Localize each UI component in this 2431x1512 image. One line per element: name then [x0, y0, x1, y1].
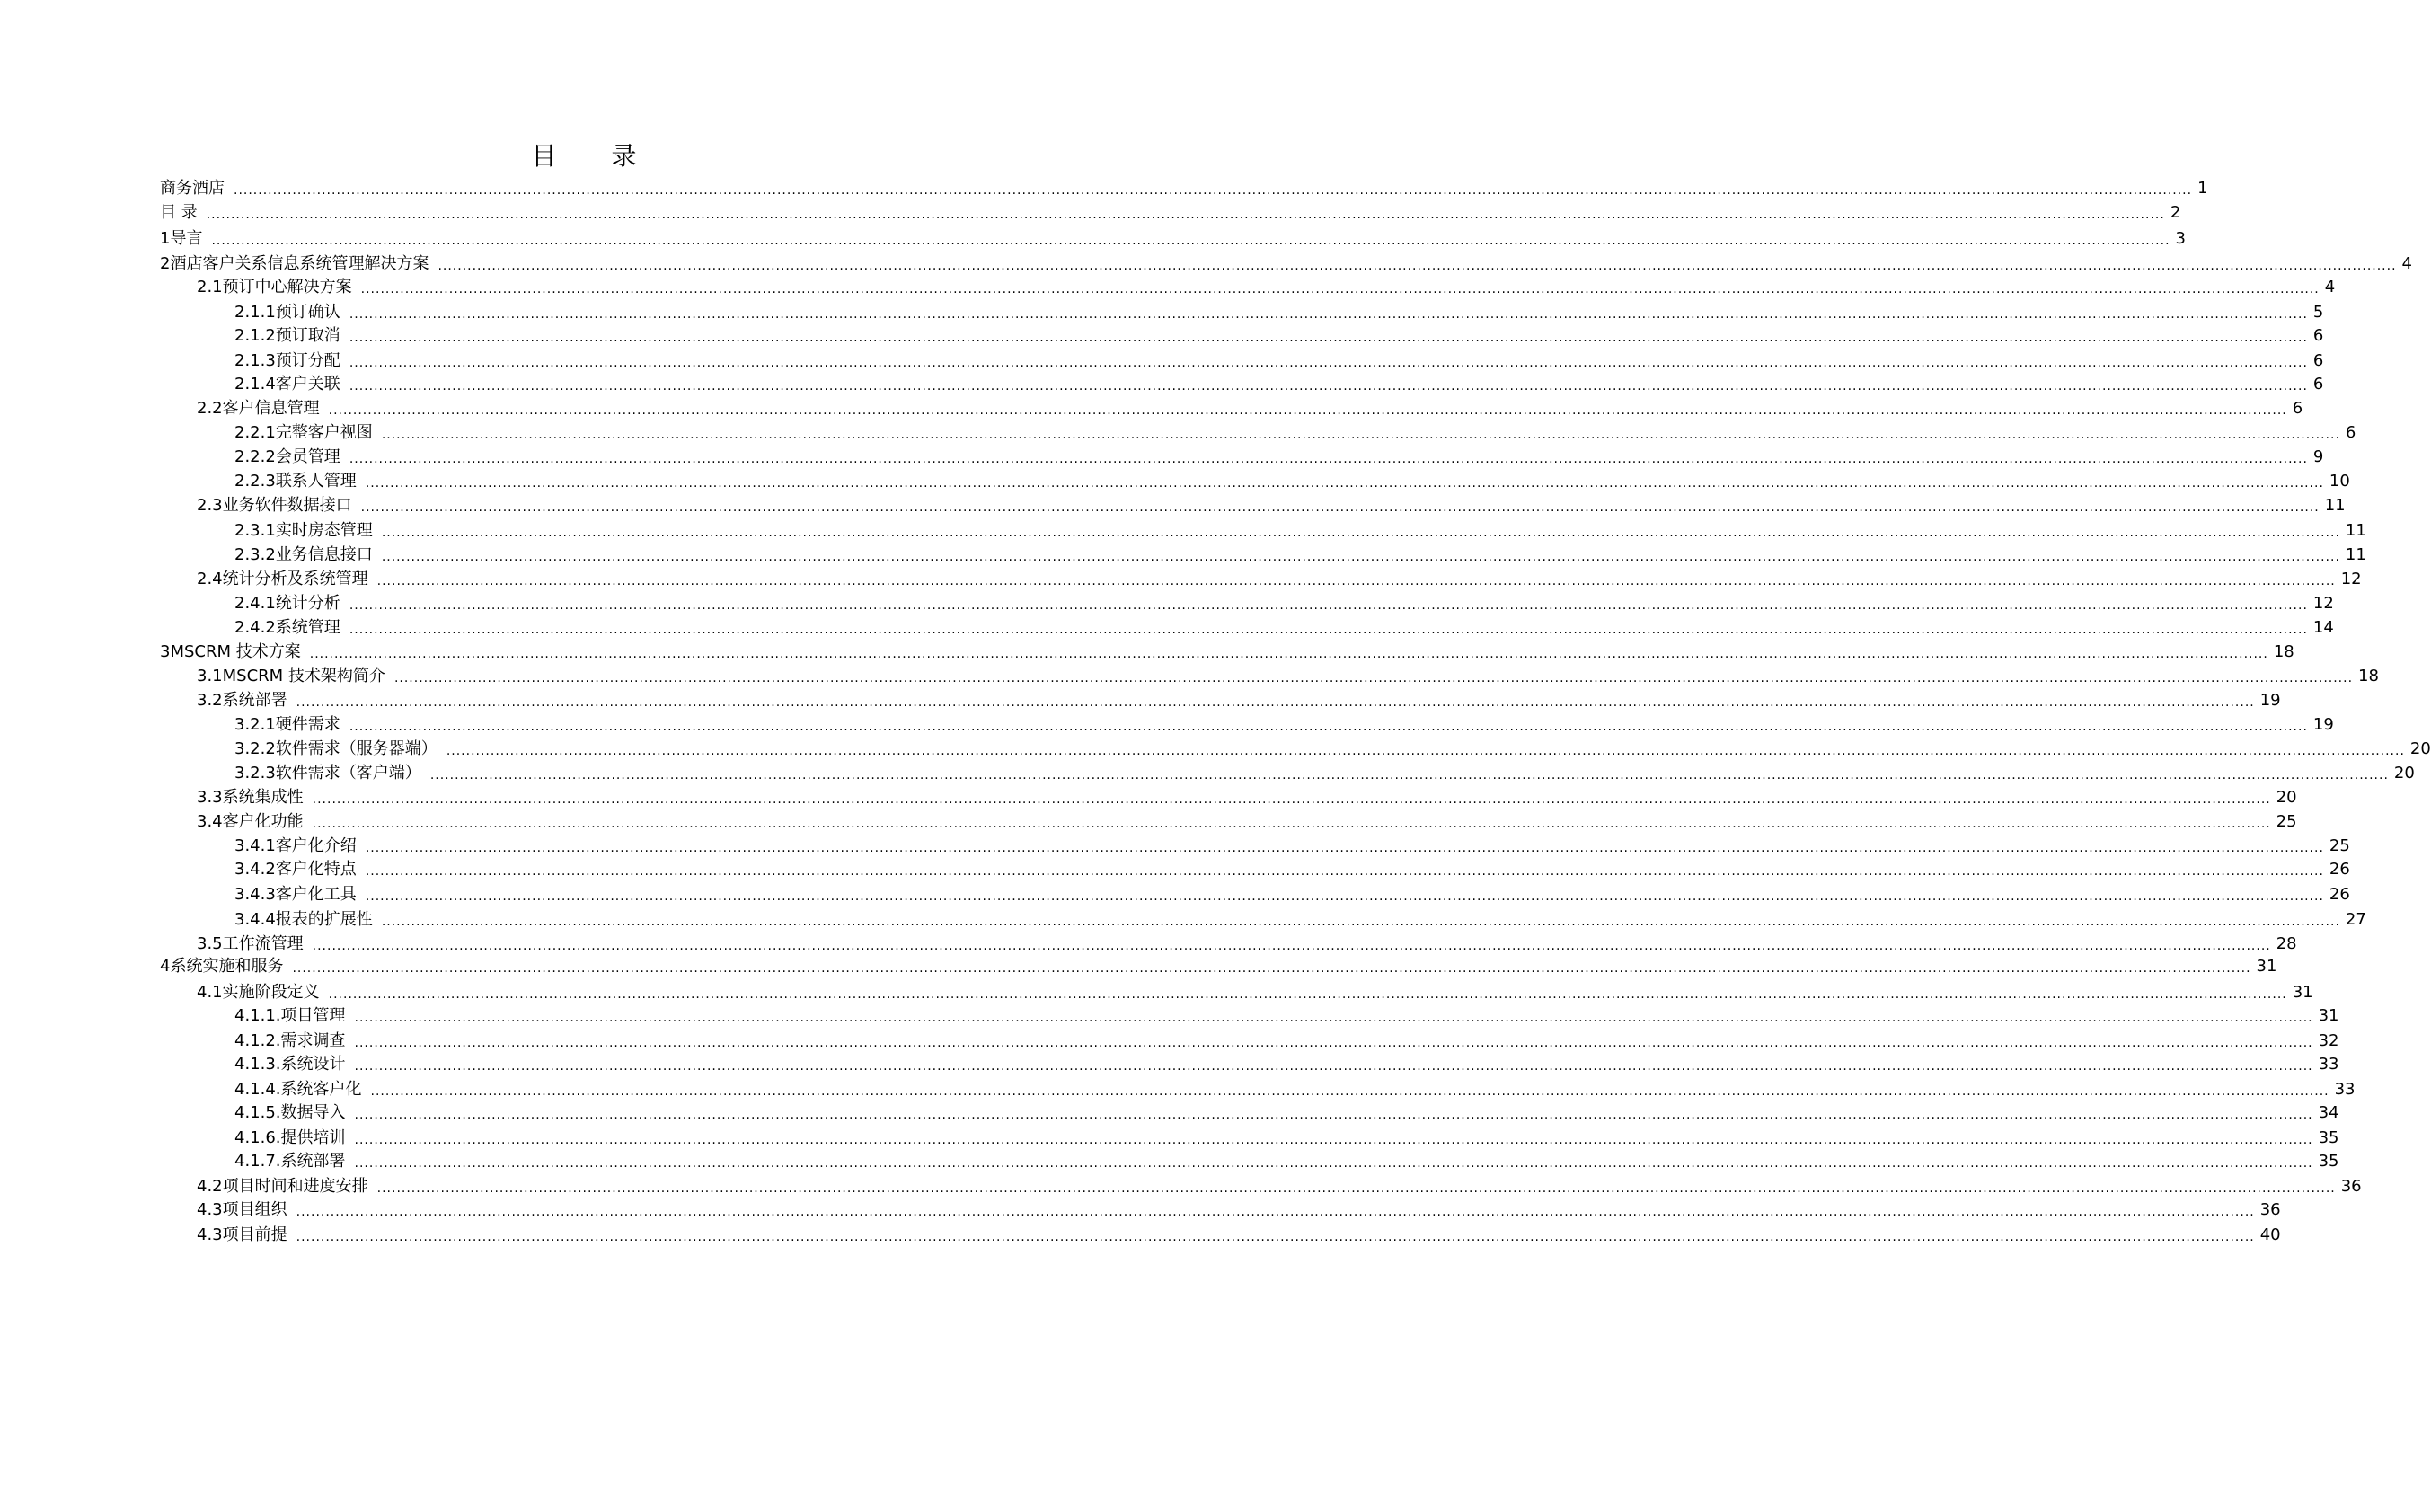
toc-leader-dots: ................................................................................................................................................................................................................................................................................................................................................................................................................	[381, 428, 2340, 442]
toc-entry-number: 4.1.6.	[234, 1128, 281, 1147]
toc-entry[interactable]	[197, 661, 2379, 686]
toc-entry-text: 会员管理	[275, 447, 340, 466]
toc-leader-dots: ................................................................................................................................................................................................................................................................................................................................................................................................................	[328, 987, 2287, 1002]
toc-leader-dots: ................................................................................................................................................................................................................................................................................................................................................................................................................	[376, 1181, 2336, 1196]
toc-entry[interactable]	[160, 951, 2277, 977]
toc-entry-text: 需求调查	[280, 1031, 346, 1050]
toc-entry-number: 2	[160, 254, 171, 273]
toc-entry-text: 预订取消	[275, 326, 340, 345]
toc-entry[interactable]	[234, 297, 2324, 323]
toc-entry[interactable]	[160, 224, 2186, 249]
toc-leader-dots: ................................................................................................................................................................................................................................................................................................................................................................................................................	[376, 574, 2336, 588]
toc-leader-dots: ................................................................................................................................................................................................................................................................................................................................................................................................................	[438, 259, 2397, 273]
toc-entry-text: 完整客户视图	[275, 423, 373, 442]
toc-entry-page: 27	[2345, 910, 2366, 929]
toc-entry-text: MSCRM 技术架构简介	[222, 667, 385, 685]
toc-entry-page: 28	[2276, 934, 2297, 953]
toc-entry-number: 2.1.3	[234, 351, 276, 370]
toc-leader-dots: ................................................................................................................................................................................................................................................................................................................................................................................................................	[354, 1011, 2313, 1025]
toc-entry-number: 4.1.4.	[234, 1080, 281, 1099]
toc-entry[interactable]	[234, 442, 2324, 467]
toc-entry-number: 4.2	[197, 1177, 223, 1196]
toc-leader-dots: ................................................................................................................................................................................................................................................................................................................................................................................................................	[354, 1133, 2313, 1147]
toc-entry-page: 18	[2358, 667, 2379, 685]
toc-entry[interactable]	[234, 854, 2350, 880]
toc-entry-text: 系统客户化	[280, 1080, 362, 1099]
toc-leader-dots: ................................................................................................................................................................................................................................................................................................................................................................................................................	[349, 356, 2308, 370]
toc-entry-text: 系统部署	[280, 1152, 346, 1171]
toc-entry-number: 2.1.4	[234, 375, 276, 393]
toc-entry-page: 6	[2312, 326, 2324, 345]
toc-entry[interactable]	[234, 346, 2324, 371]
toc-entry-page: 36	[2259, 1200, 2281, 1219]
toc-entry-number: 4.3	[197, 1200, 223, 1219]
toc-entry-text: 系统实施和服务	[170, 957, 284, 976]
toc-entry-text: 客户化工具	[275, 885, 357, 904]
toc-entry[interactable]	[234, 1074, 2356, 1100]
toc-entry-text: 客户化介绍	[275, 836, 357, 855]
toc-entry[interactable]	[160, 198, 2181, 223]
toc-entry-text: 项目时间和进度安排	[222, 1177, 368, 1196]
toc-entry-number: 4.1	[197, 983, 223, 1002]
toc-entry-number: 4.1.2.	[234, 1031, 281, 1050]
toc-entry[interactable]	[160, 637, 2294, 662]
toc-entry[interactable]	[197, 783, 2297, 808]
toc-entry-number: 4.1.3.	[234, 1055, 281, 1074]
toc-entry[interactable]	[234, 905, 2366, 930]
toc-leader-dots: ................................................................................................................................................................................................................................................................................................................................................................................................................	[365, 476, 2324, 491]
toc-leader-dots: ................................................................................................................................................................................................................................................................................................................................................................................................................	[349, 623, 2308, 637]
toc-title: 目 录	[531, 141, 660, 171]
toc-entry-number: 2.1	[197, 278, 223, 296]
toc-leader-dots: ................................................................................................................................................................................................................................................................................................................................................................................................................	[349, 452, 2308, 466]
toc-entry-number: 4.1.1.	[234, 1006, 281, 1025]
toc-entry-number: 2.2.1	[234, 423, 276, 442]
toc-entry-number: 2.2.2	[234, 447, 276, 466]
toc-leader-dots: ................................................................................................................................................................................................................................................................................................................................................................................................................	[349, 720, 2308, 734]
toc-entry-text: 报表的扩展性	[275, 910, 373, 929]
toc-entry-page: 20	[2276, 788, 2297, 807]
toc-entry-text: 客户化特点	[275, 860, 357, 879]
toc-entry-text: 软件需求（服务器端）	[275, 739, 438, 758]
toc-entry-number: 3.2.1	[234, 715, 276, 734]
toc-entry-number: 4.1.7.	[234, 1152, 281, 1171]
toc-entry-text: 酒店客户关系信息系统管理解决方案	[170, 254, 429, 273]
toc-entry-number: 3.2.3	[234, 764, 276, 783]
toc-entry-text: 目 录	[160, 203, 198, 222]
toc-entry[interactable]	[197, 929, 2297, 954]
toc-entry-text: 系统设计	[280, 1055, 346, 1074]
toc-entry-page: 18	[2273, 642, 2294, 661]
toc-entry-page: 20	[2409, 739, 2431, 758]
toc-entry[interactable]	[197, 1220, 2281, 1245]
toc-entry[interactable]	[234, 734, 2431, 759]
toc-leader-dots: ................................................................................................................................................................................................................................................................................................................................................................................................................	[211, 234, 2170, 248]
toc-entry[interactable]	[234, 831, 2350, 856]
toc-entry[interactable]	[234, 466, 2350, 491]
toc-entry-page: 11	[2345, 521, 2366, 540]
toc-leader-dots: ................................................................................................................................................................................................................................................................................................................................................................................................................	[365, 889, 2324, 904]
toc-entry-page: 33	[2318, 1055, 2339, 1074]
toc-entry[interactable]	[197, 564, 2362, 589]
toc-entry-page: 4	[2401, 254, 2412, 273]
toc-entry-number: 3.5	[197, 934, 223, 953]
toc-entry-number: 2.4	[197, 570, 223, 588]
toc-entry-page: 10	[2329, 472, 2350, 491]
toc-leader-dots: ................................................................................................................................................................................................................................................................................................................................................................................................................	[328, 403, 2287, 418]
toc-leader-dots: ................................................................................................................................................................................................................................................................................................................................................................................................................	[296, 695, 2255, 710]
toc-leader-dots: ................................................................................................................................................................................................................................................................................................................................................................................................................	[312, 792, 2271, 807]
toc-entry-page: 25	[2329, 836, 2350, 855]
toc-entry-page: 31	[2256, 957, 2277, 976]
toc-entry-number: 2.3.2	[234, 545, 276, 564]
toc-leader-dots: ................................................................................................................................................................................................................................................................................................................................................................................................................	[360, 282, 2320, 296]
toc-entry[interactable]	[234, 1001, 2339, 1026]
toc-entry-text: 业务软件数据接口	[222, 496, 352, 515]
toc-entry-text: 实施阶段定义	[222, 983, 320, 1002]
toc-entry-number: 3.3	[197, 788, 223, 807]
toc-entry-text: 系统集成性	[222, 788, 304, 807]
toc-entry-page: 35	[2318, 1152, 2339, 1171]
toc-entry-text: 工作流管理	[222, 934, 304, 953]
toc-leader-dots: ................................................................................................................................................................................................................................................................................................................................................................................................................	[429, 768, 2389, 783]
toc-entry-text: 软件需求（客户端）	[275, 764, 421, 783]
toc-entry-text: 客户关联	[275, 375, 340, 393]
toc-leader-dots: ................................................................................................................................................................................................................................................................................................................................................................................................................	[206, 208, 2165, 222]
toc-entry-number: 4.1.5.	[234, 1103, 281, 1122]
toc-entry-text: 提供培训	[280, 1128, 346, 1147]
toc-leader-dots: ................................................................................................................................................................................................................................................................................................................................................................................................................	[354, 1108, 2313, 1122]
toc-entry-number: 2.3.1	[234, 521, 276, 540]
toc-entry[interactable]	[197, 1195, 2281, 1220]
toc-entry[interactable]	[234, 1146, 2339, 1172]
toc-leader-dots: ................................................................................................................................................................................................................................................................................................................................................................................................................	[381, 526, 2340, 540]
toc-entry[interactable]	[197, 393, 2303, 419]
toc-entry-number: 3	[160, 642, 171, 661]
toc-leader-dots: ................................................................................................................................................................................................................................................................................................................................................................................................................	[292, 961, 2251, 976]
toc-leader-dots: ................................................................................................................................................................................................................................................................................................................................................................................................................	[349, 331, 2308, 345]
toc-entry-number: 2.4.2	[234, 618, 276, 637]
toc-entry-number: 3.4.2	[234, 860, 276, 879]
toc-entry-text: 商务酒店	[160, 179, 225, 198]
toc-entry-text: 客户化功能	[222, 812, 304, 831]
toc-entry-page: 6	[2345, 423, 2356, 442]
toc-entry[interactable]	[197, 977, 2313, 1003]
toc-entry-text: 联系人管理	[275, 472, 357, 491]
toc-entry-page: 40	[2259, 1225, 2281, 1244]
toc-leader-dots: ................................................................................................................................................................................................................................................................................................................................................................................................................	[296, 1230, 2255, 1244]
toc-entry[interactable]	[234, 418, 2356, 443]
toc-entry-number: 2.1.2	[234, 326, 276, 345]
toc-entry-text: 预订中心解决方案	[222, 278, 352, 296]
toc-leader-dots: ................................................................................................................................................................................................................................................................................................................................................................................................................	[296, 1205, 2255, 1219]
toc-leader-dots: ................................................................................................................................................................................................................................................................................................................................................................................................................	[365, 864, 2324, 879]
toc-entry-page: 6	[2312, 351, 2324, 370]
toc-entry-page: 6	[2292, 399, 2303, 418]
toc-leader-dots: ................................................................................................................................................................................................................................................................................................................................................................................................................	[349, 379, 2308, 393]
toc-leader-dots: ................................................................................................................................................................................................................................................................................................................................................................................................................	[234, 183, 2193, 198]
toc-entry-page: 33	[2334, 1080, 2356, 1099]
toc-entry[interactable]	[197, 272, 2336, 297]
toc-leader-dots: ................................................................................................................................................................................................................................................................................................................................................................................................................	[365, 841, 2324, 855]
toc-entry-page: 9	[2312, 447, 2324, 466]
toc-entry-number: 2.3	[197, 496, 223, 515]
toc-entry[interactable]	[197, 491, 2346, 516]
toc-entry-text: 系统部署	[222, 691, 287, 710]
toc-leader-dots: ................................................................................................................................................................................................................................................................................................................................................................................................................	[354, 1059, 2313, 1074]
toc-entry[interactable]	[234, 710, 2334, 735]
toc-entry-page: 11	[2345, 545, 2366, 564]
toc-entry[interactable]	[197, 1172, 2362, 1197]
toc-entry[interactable]	[234, 880, 2350, 905]
toc-entry-text: 预订分配	[275, 351, 340, 370]
toc-entry[interactable]	[197, 685, 2281, 711]
toc-entry[interactable]	[234, 369, 2324, 394]
toc-leader-dots: ................................................................................................................................................................................................................................................................................................................................................................................................................	[312, 939, 2271, 953]
toc-leader-dots: ................................................................................................................................................................................................................................................................................................................................................................................................................	[354, 1156, 2313, 1171]
toc-entry[interactable]	[234, 540, 2366, 565]
toc-entry-page: 5	[2312, 303, 2324, 322]
toc-entry[interactable]	[160, 173, 2208, 199]
toc-entry[interactable]	[234, 613, 2334, 638]
toc-entry-number: 3.2	[197, 691, 223, 710]
toc-entry-page: 31	[2318, 1006, 2339, 1025]
toc-entry-text: 数据导入	[280, 1103, 346, 1122]
toc-leader-dots: ................................................................................................................................................................................................................................................................................................................................................................................................................	[349, 598, 2308, 613]
toc-entry-number: 2.2	[197, 399, 223, 418]
toc-entry-number: 3.4.4	[234, 910, 276, 929]
toc-entry[interactable]	[234, 758, 2415, 783]
toc-entry[interactable]	[234, 1098, 2339, 1123]
toc-entry-number: 1	[160, 229, 171, 248]
toc-leader-dots: ................................................................................................................................................................................................................................................................................................................................................................................................................	[381, 915, 2340, 929]
toc-entry-number: 3.1	[197, 667, 223, 685]
toc-entry-number: 3.4.1	[234, 836, 276, 855]
toc-entry-page: 12	[2340, 570, 2362, 588]
toc-entry[interactable]	[234, 1049, 2339, 1074]
toc-entry-page: 12	[2312, 594, 2334, 613]
toc-entry[interactable]	[234, 588, 2334, 614]
toc-entry-number: 4	[160, 957, 171, 976]
toc-leader-dots: ................................................................................................................................................................................................................................................................................................................................................................................................................	[354, 1036, 2313, 1050]
toc-leader-dots: ................................................................................................................................................................................................................................................................................................................................................................................................................	[370, 1084, 2329, 1099]
toc-entry-text: 实时房态管理	[275, 521, 373, 540]
toc-leader-dots: ................................................................................................................................................................................................................................................................................................................................................................................................................	[446, 744, 2405, 758]
toc-entry[interactable]	[234, 516, 2366, 541]
toc-entry-number: 3.2.2	[234, 739, 276, 758]
toc-entry-page: 32	[2318, 1031, 2339, 1050]
toc-leader-dots: ................................................................................................................................................................................................................................................................................................................................................................................................................	[309, 647, 2268, 661]
toc-leader-dots: ................................................................................................................................................................................................................................................................................................................................................................................................................	[349, 307, 2308, 322]
toc-entry-text: 项目管理	[280, 1006, 346, 1025]
toc-entry[interactable]	[160, 249, 2412, 274]
toc-entry-text: 业务信息接口	[275, 545, 373, 564]
toc-entry-page: 4	[2324, 278, 2336, 296]
toc-entry-page: 31	[2292, 983, 2313, 1002]
toc-leader-dots: ................................................................................................................................................................................................................................................................................................................................................................................................................	[381, 550, 2340, 564]
toc-entry-number: 2.1.1	[234, 303, 276, 322]
toc-entry[interactable]	[197, 807, 2297, 832]
toc-entry-text: 项目组织	[222, 1200, 287, 1219]
toc-entry-text: 预订确认	[275, 303, 340, 322]
toc-entry-page: 34	[2318, 1103, 2339, 1122]
toc-entry-number: 3.4.3	[234, 885, 276, 904]
toc-entry-page: 6	[2312, 375, 2324, 393]
toc-entry[interactable]	[234, 1123, 2339, 1148]
toc-entry-text: 客户信息管理	[222, 399, 320, 418]
toc-entry-text: 导言	[170, 229, 203, 248]
toc-entry[interactable]	[234, 1026, 2339, 1051]
toc-entry[interactable]	[234, 321, 2324, 346]
toc-entry-page: 26	[2329, 885, 2350, 904]
toc-entry-page: 20	[2393, 764, 2415, 783]
toc-entry-page: 25	[2276, 812, 2297, 831]
toc-entry-page: 19	[2312, 715, 2334, 734]
toc-entry-page: 35	[2318, 1128, 2339, 1147]
toc-entry-number: 2.4.1	[234, 594, 276, 613]
toc-entry-text: 统计分析及系统管理	[222, 570, 368, 588]
toc-entry-page: 26	[2329, 860, 2350, 879]
toc-leader-dots: ................................................................................................................................................................................................................................................................................................................................................................................................................	[312, 817, 2271, 831]
toc-leader-dots: ................................................................................................................................................................................................................................................................................................................................................................................................................	[393, 671, 2354, 685]
toc-entry-text: 硬件需求	[275, 715, 340, 734]
toc-entry-page: 14	[2312, 618, 2334, 637]
toc-entry-page: 2	[2170, 203, 2181, 222]
toc-entry-text: 项目前提	[222, 1225, 287, 1244]
toc-entry-page: 19	[2259, 691, 2281, 710]
toc-entry-text: 系统管理	[275, 618, 340, 637]
toc-entry-page: 11	[2324, 496, 2346, 515]
toc-entry-text: MSCRM 技术方案	[170, 642, 301, 661]
toc-entry-text: 统计分析	[275, 594, 340, 613]
toc-entry-page: 36	[2340, 1177, 2362, 1196]
toc-entry-number: 3.4	[197, 812, 223, 831]
toc-entry-page: 1	[2197, 179, 2208, 198]
toc-entry-page: 3	[2175, 229, 2186, 248]
toc-entry-number: 4.3	[197, 1225, 223, 1244]
toc-leader-dots: ................................................................................................................................................................................................................................................................................................................................................................................................................	[360, 500, 2320, 515]
toc-entry-number: 2.2.3	[234, 472, 276, 491]
